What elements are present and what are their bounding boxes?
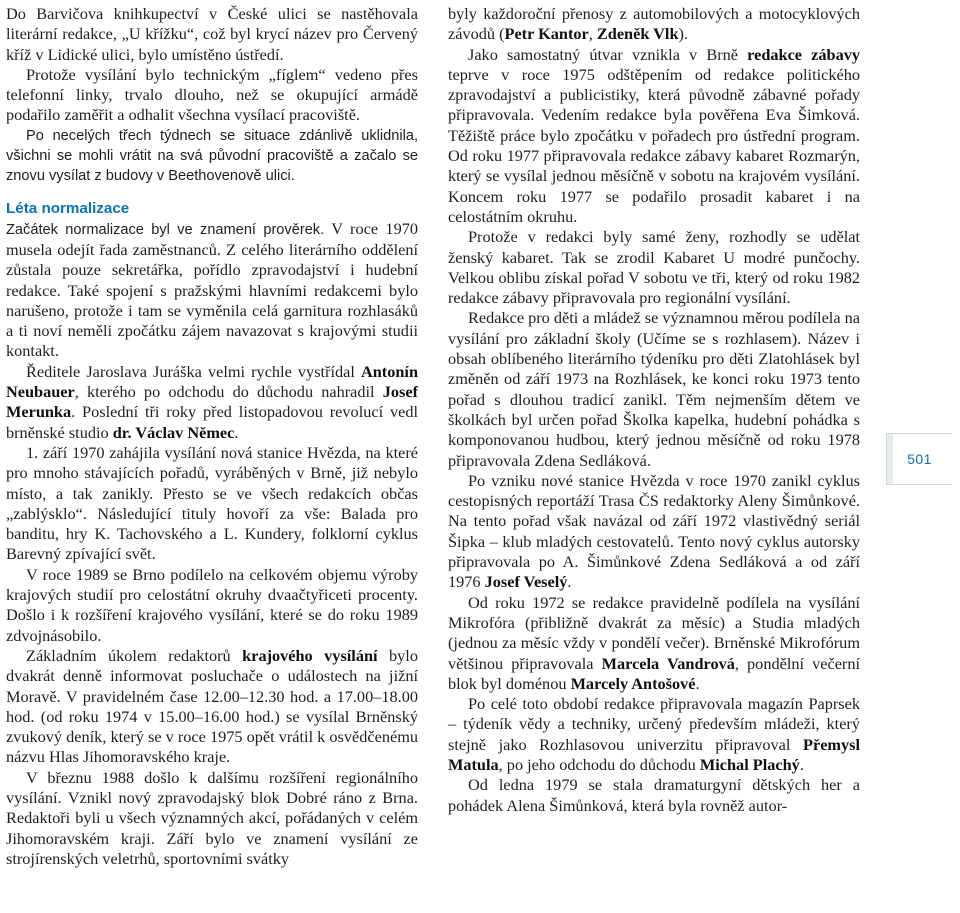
r1-text-c: ).	[678, 24, 688, 44]
left-paragraph-5	[6, 362, 418, 443]
name-josef-merunka: Josef Merunka	[6, 382, 418, 422]
bold-redakce-zabavy: redakce zábavy	[747, 44, 861, 64]
r1-text-b: ,	[588, 24, 597, 44]
left-paragraph-7: V roce 1989 se Brno podílelo na celkovém objemu výroby krajových studií pro celostátní okruhy dvaačtyřiceti procenty. Došlo i k rozšíření krajového vysílání, které se do roku 1989 zdvojnásobilo.	[6, 564, 418, 645]
name-antonin-neubauer: Antonín Neubauer	[6, 361, 418, 402]
r2-text-a: Jako samostatný útvar vznikla v Brně	[468, 44, 748, 64]
bold-krajove-vysilani: krajového vysílání	[242, 645, 378, 665]
p5-text-a: Ředitele Jaroslava Juráška velmi rychle vystřídal	[26, 361, 361, 381]
left-paragraph-1: Do Barvičova knihkupectví v České ulici se nastěhovala literární redakce, „U křížku“, což byl krycí název pro Červený kříž v Lidické ulici, bylo umístěno ústředí.	[6, 4, 418, 64]
right-paragraph-7	[448, 694, 860, 775]
left-paragraph-9: V březnu 1988 došlo k dalšímu rozšíření regionálního vysílání. Vznikl nový zpravodajský blok Dobré ráno z Brna. Redaktoři byli u všech významných akcí, pořádaných v celém Jihomoravském kraji. Září bylo ve znamení vysílání ze strojírenských veletrhů, sportovními svátky	[6, 767, 418, 868]
right-column	[448, 4, 860, 816]
r5-text-b: .	[567, 572, 572, 592]
r5-text-a: Po vzniku nové stanice Hvězda v roce 1970 zanikl cyklus cestopisných reportáží Trasa ČS redaktorky Aleny Šimůnkové. Na tento pořad však navázal od září 1972 vlastivědný seriál Šipka – klub mladých cestovatelů. Tento nový cyklus autorsky připravovala po A. Šimůnkové Zdena Sedláková a od září 1976	[448, 470, 860, 592]
r1-text-a: byly každoroční přenosy z automobilových a motocyklových závodů (	[448, 4, 860, 44]
r7-text-c: .	[799, 754, 804, 774]
name-marcela-antosova: Marcely Antošové	[570, 673, 696, 693]
name-michal-plachy: Michal Plachý	[699, 754, 800, 774]
left-paragraph-6: 1. září 1970 zahájila vysílání nová stanice Hvězda, na které pro mnoho stávajících pořadů, vyráběných v Brně, již nebylo místo, a tak zanikly. Přesto se ve všech redakcích občas „zablýsklo“. Následující tituly hovoří za vše: Balada pro banditu, hry K. Tachovského a L. Kundery, folklorní cyklus Barevný zpívající svět.	[6, 442, 418, 564]
right-paragraph-1	[448, 4, 860, 45]
p5-text-d: .	[234, 422, 239, 442]
paragraph-4-body: V roce 1970 musela odejít řada zaměstnanců. Z celého literárního oddělení zůstala pouze sekretářka, pořídlo zpravodajství i hudební redakce. Také spojení s pražskými hlavními redakcemi bylo narušeno, protože i tam se vyměnila celá garnitura rozhlasáků a ti noví neměli zpočátku zájem navazovat s krajovými studii kontakt.	[6, 218, 418, 361]
r2-text-b: teprve v roce 1975 odštěpením od redakce politického zpravodajství a publicistiky, která původně zábavné pořady připravovala. Vedením redakce byla pověřena Eva Šimková. Těžiště práce bylo zpočátku v pořadech pro ústřední program. Od roku 1977 připravovala redakce zábavy kabaret Rozmarýn, který se vysílal jednou měsíčně v sobotu na krajovém vysílání. Koncem roku 1977 se podařilo prosadit kabaret i na celostátním okruhu.	[448, 64, 860, 226]
left-column	[6, 4, 418, 869]
r7-text-b: , po jeho odchodu do důchodu	[498, 754, 700, 774]
name-zdenek-vlk: Zdeněk Vlk	[596, 24, 679, 44]
right-paragraph-2	[448, 45, 860, 228]
name-josef-vesely: Josef Veselý	[484, 572, 568, 592]
p8-text-b: bylo dvakrát denně informovat posluchače o událostech na jižní Moravě. V pravidelném čase 12.00–12.30 hod. a 17.00–18.00 hod. (od roku 1974 v 15.00–16.00 hod.) se vysílal Brněnský zvukový deník, který se v roce 1975 opět vrátil k osvědčenému názvu Hlas Jihomoravského kraje.	[6, 645, 418, 767]
right-paragraph-8: Od ledna 1979 se stala dramaturgyní dětských her a pohádek Alena Šimůnková, která byla rovněž autor-	[448, 775, 860, 815]
name-premysl-matula: Přemysl Matula	[448, 734, 860, 774]
left-paragraph-3: Po necelých třech týdnech se situace zdánlivě uklidnila, všichni se mohli vrátit na svá původní pracoviště a začalo se znovu vysílat z budovy v Beethovenově ulici.	[6, 127, 418, 185]
right-paragraph-6	[448, 593, 860, 694]
section-heading-normalizace: Léta normalizace	[6, 199, 130, 217]
right-paragraph-3: Protože v redakci byly samé ženy, rozhodly se udělat ženský kabaret. Tak se zrodil Kabaret U modré punčochy. Velkou oblibu získal pořad V sobotu ve tři, který od roku 1982 redakce zábavy připravovala pro regionální vysílání.	[448, 227, 860, 308]
r6-text-b: , pondělní večerní blok byl doménou	[448, 653, 861, 693]
right-paragraph-4: Redakce pro děti a mládež se významnou měrou podílela na vysílání pro základní školy (Učíme se s rozhlasem). Název i obsah oblíbeného literárního týdeníku pro děti Zlatohlásek byl změněn od září 1973 na Rozhlásek, ke konci roku 1973 tento pořad s dlouhou tradicí zanikl. Těm nejmenším dětem ve školkách byl určen pořad Školka kapelka, hudební pohádka s komponovanou hudbou, který jednou měsíčně od roku 1978 připravovala Zdena Sedláková.	[448, 308, 860, 470]
paragraph-4-lead: Začátek normalizace byl ve znamení prověrek.	[6, 221, 325, 238]
r7-text-a: Po celé toto období redakce připravovala magazín Paprsek – týdeník vědy a techniky, určený především mládeži, který stejně jako Rozhlasovou univerzitu připravoval	[448, 694, 860, 754]
left-paragraph-8	[6, 646, 418, 768]
page-number-tab	[886, 433, 952, 485]
p5-text-b: , kterého po odchodu do důchodu nahradil	[74, 382, 383, 402]
page-number: 501	[907, 450, 932, 467]
left-paragraph-4	[6, 219, 418, 362]
left-paragraph-2: Protože vysílání bylo technickým „fíglem“ vedeno přes telefonní linky, trvalo dlouho, než se okupující armádě podařilo zaměřit a odhalit všechna vysílací pracoviště.	[6, 64, 418, 125]
r6-text-c: .	[695, 673, 700, 693]
p5-text-c: . Poslední tři roky před listopadovou revolucí vedl brněnské studio	[6, 402, 418, 442]
name-vaclav-nemec: dr. Václav Němec	[112, 422, 235, 442]
right-paragraph-5	[448, 471, 860, 593]
p8-text-a: Základním úkolem redaktorů	[26, 645, 243, 665]
name-petr-kantor: Petr Kantor	[504, 24, 589, 44]
r6-text-a: Od roku 1972 se redakce pravidelně podílela na vysílání Mikrofóra (přibližně dvakrát za měsíc) a Studia mladých (jednou za měsíc vždy v pondělí večer). Brněnské Mikrofórum většinou připravovala	[448, 592, 860, 673]
name-marcela-vandrova: Marcela Vandrová	[601, 653, 735, 673]
